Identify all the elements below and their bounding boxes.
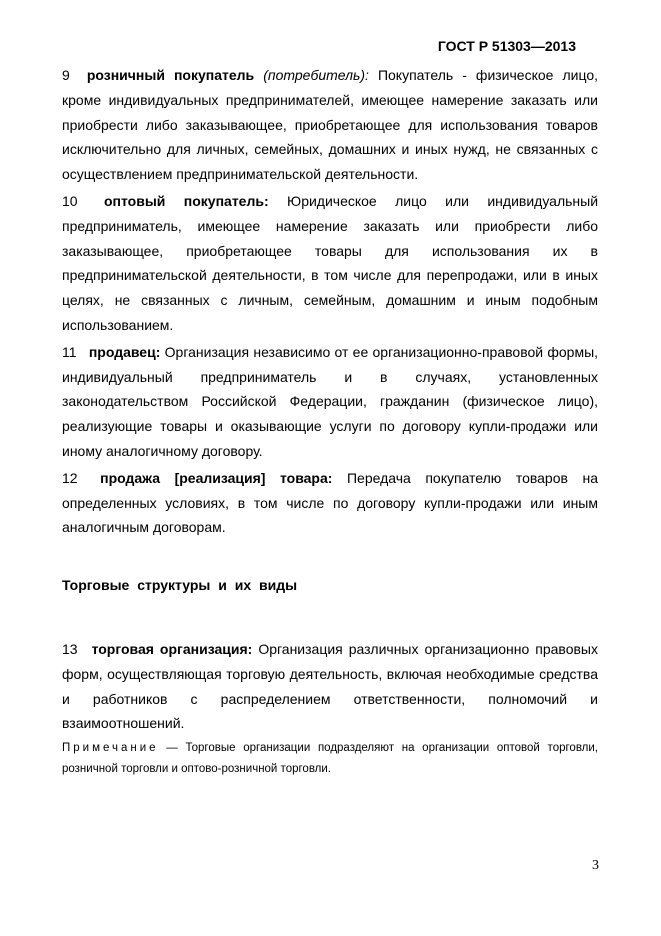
term-entry-11 [62, 340, 598, 464]
term-name: продажа [реализация] товара: [100, 469, 333, 486]
term-entry-12 [62, 466, 598, 540]
term-number: 12 [62, 469, 78, 486]
term-definition: Организация независимо от ее организационно-правовой формы, индивидуальный предприниматель и в случаях, установленных законодательством Российской Федерации, гражданин (физическое лицо), реализующие товары и оказывающие услуги по договору купли-продажи или иному аналогичному договору. [62, 343, 599, 459]
document-body [62, 63, 598, 780]
term-number: 10 [62, 192, 78, 209]
term-entry-10 [62, 189, 598, 338]
term-synonym: (потребитель): [263, 67, 369, 83]
note [62, 738, 598, 780]
page-number: 3 [592, 858, 599, 873]
term-name: продавец: [88, 343, 161, 360]
term-definition: Организация различных организационно правовых форм, осуществляющая торговую деятельность, включая необходимые средства и работников с распределением ответственности, полномочий и взаимоотношений. [62, 640, 598, 732]
term-name: торговая организация: [91, 640, 253, 657]
section-title: Торговые структуры и их виды [62, 577, 298, 594]
term-definition: Юридическое лицо или индивидуальный предприниматель, имеющее намерение заказать или приобрести либо заказывающее, приобретающее товары для использования их в предпринимательской деятельности, в том числе для перепродажи, или в иных целях, не связанных с личным, семейным, домашним и иным подобным использованием. [62, 192, 599, 333]
term-entry-13 [62, 637, 598, 736]
document-header: ГОСТ Р 51303—2013 [437, 38, 576, 54]
note-label: Примечание [62, 742, 159, 755]
term-number: 11 [62, 343, 77, 360]
term-number: 9 [62, 67, 70, 83]
note-text: — Торговые организации подразделяют на организации оптовой торговли, розничной торговли и оптово-розничной торговли. [62, 742, 598, 776]
term-name: розничный покупатель [86, 67, 255, 83]
term-definition: Покупатель - физическое лицо, кроме индивидуальных предпринимателей, имеющее намерение заказать или приобрести либо заказывающее, приобретающее для использования товаров исключительно для личных, семейных, домашних и иных нужд, не связанных с осуществлением предпринимательской деятельности. [62, 67, 599, 183]
term-number: 13 [62, 640, 78, 657]
term-entry-9 [62, 63, 598, 187]
term-name: оптовый покупатель: [103, 192, 269, 209]
term-definition: Передача покупателю товаров на определенных условиях, в том числе по договору купли-продажи или иным аналогичным договорам. [62, 469, 598, 536]
